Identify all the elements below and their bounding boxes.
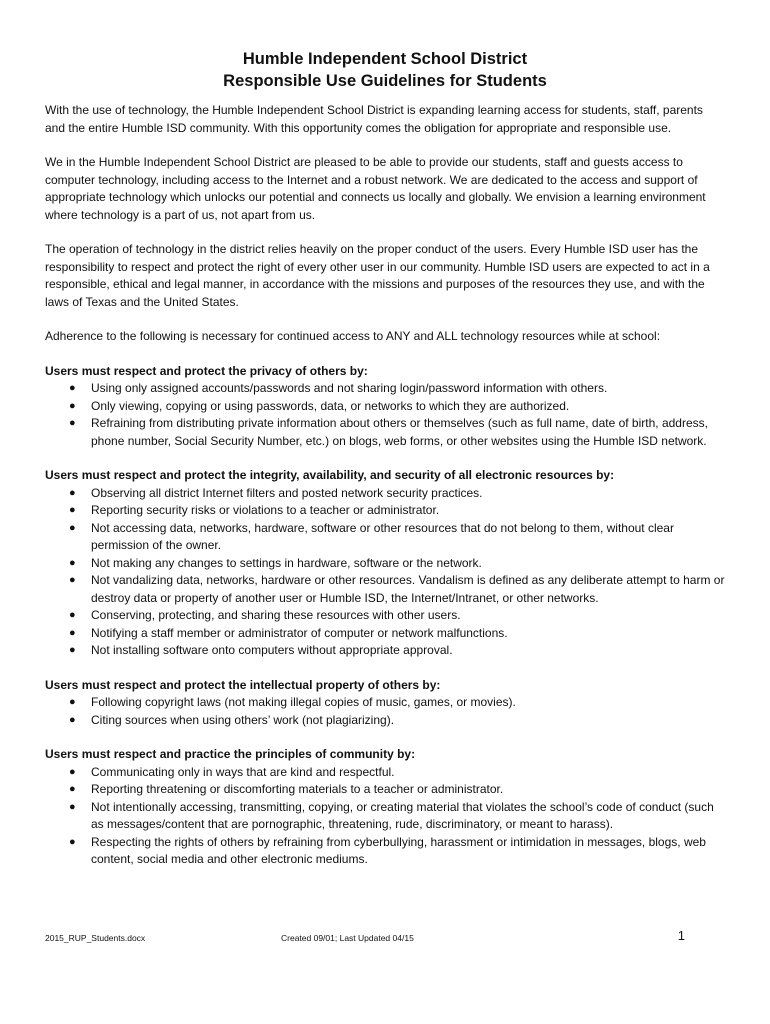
intro-paragraph: With the use of technology, the Humble Independent School District is expanding learning access for students, staff, parents and the entire Humble ISD community. With this opportunity comes the obligation for appropriate and responsible use. bbox=[45, 103, 703, 135]
section-community bbox=[45, 746, 725, 869]
bullet-icon: ● bbox=[69, 556, 76, 569]
list-item bbox=[45, 502, 725, 520]
page-footer bbox=[45, 930, 725, 950]
list-item bbox=[45, 834, 725, 869]
list-item bbox=[45, 572, 725, 607]
document-title: Humble Independent School District bbox=[242, 50, 528, 68]
list-item bbox=[45, 415, 725, 450]
bullet-list bbox=[45, 694, 725, 729]
list-item-text: Not intentionally accessing, transmitting, copying, or creating material that violates the school’s code of conduct (such as messages/content that are pornographic, threatening, rude, discriminatory, or meant to harass). bbox=[91, 799, 714, 831]
list-item-text: Using only assigned accounts/passwords and not sharing login/password information with others. bbox=[91, 381, 608, 395]
list-item-text: Conserving, protecting, and sharing these resources with other users. bbox=[91, 608, 461, 622]
list-item-text: Not making any changes to settings in hardware, software or the network. bbox=[91, 555, 482, 570]
bullet-icon: ● bbox=[69, 521, 76, 534]
list-item-text: Not vandalizing data, networks, hardware or other resources. Vandalism is defined as any deliberate attempt to harm or destroy data or property of another user or Humble ISD, the Internet/Intranet, or other networks. bbox=[91, 573, 725, 605]
list-item-text: Refraining from distributing private information about others or themselves (such as full name, date of birth, address, phone number, Social Security Number, etc.) on blogs, web forms, or other websites using the Humble ISD network. bbox=[91, 416, 708, 448]
bullet-list bbox=[45, 764, 725, 869]
bullet-icon: ● bbox=[69, 486, 76, 499]
list-item-text: Only viewing, copying or using passwords, data, or networks to which they are authorized. bbox=[91, 398, 570, 413]
document-subtitle: Responsible Use Guidelines for Students bbox=[223, 72, 547, 90]
section-heading: Users must respect and protect the intellectual property of others by: bbox=[45, 677, 441, 692]
list-item-text: Reporting security risks or violations to a teacher or administrator. bbox=[91, 503, 440, 517]
list-item-text: Not accessing data, networks, hardware, software or other resources that do not belong to them, without clear permission of the owner. bbox=[91, 520, 674, 552]
bullet-icon: ● bbox=[69, 765, 76, 778]
list-item bbox=[45, 555, 725, 573]
list-item bbox=[45, 642, 725, 660]
list-item-text: Citing sources when using others’ work (not plagiarizing). bbox=[91, 712, 395, 727]
bullet-icon: ● bbox=[69, 783, 76, 795]
intro-paragraph: Adherence to the following is necessary for continued access to ANY and ALL technology resources while at school: bbox=[45, 329, 661, 343]
list-item bbox=[45, 380, 725, 398]
section-intellectual-property bbox=[45, 677, 725, 730]
list-item-text: Respecting the rights of others by refraining from cyberbullying, harassment or intimidation in messages, blogs, web content, social media and other electronic mediums. bbox=[91, 834, 706, 866]
section-heading: Users must respect and protect the integrity, availability, and security of all electronic resources by: bbox=[45, 468, 615, 482]
page-number: 1 bbox=[677, 928, 685, 943]
list-item bbox=[45, 398, 725, 416]
list-item bbox=[45, 694, 725, 712]
list-item bbox=[45, 485, 725, 503]
intro-paragraph: We in the Humble Independent School District are pleased to be able to provide our students, staff and guests access to computer technology, including access to the Internet and a robust network. We are dedicated to the access and support of appropriate technology which unlocks our potential and connects us locally and globally. We envision a learning environment where technology is a part of us, not apart from us. bbox=[45, 155, 706, 222]
bullet-icon: ● bbox=[69, 399, 76, 412]
document-body bbox=[45, 48, 725, 886]
bullet-icon: ● bbox=[69, 504, 76, 516]
bullet-icon: ● bbox=[69, 626, 76, 639]
bullet-icon: ● bbox=[69, 417, 76, 429]
bullet-icon: ● bbox=[69, 696, 76, 708]
bullet-icon: ● bbox=[69, 713, 76, 726]
section-heading: Users must respect and practice the principles of community by: bbox=[45, 747, 416, 761]
section-privacy bbox=[45, 363, 725, 451]
list-item-text: Observing all district Internet filters and posted network security practices. bbox=[91, 485, 483, 500]
list-item bbox=[45, 781, 725, 799]
list-item bbox=[45, 520, 725, 555]
bullet-icon: ● bbox=[69, 644, 76, 656]
list-item-text: Following copyright laws (not making illegal copies of music, games, or movies). bbox=[91, 695, 516, 709]
list-item bbox=[45, 764, 725, 782]
bullet-list bbox=[45, 380, 725, 450]
bullet-list bbox=[45, 485, 725, 660]
bullet-icon: ● bbox=[69, 609, 76, 621]
footer-filename: 2015_RUP_Students.docx bbox=[45, 933, 146, 943]
bullet-icon: ● bbox=[69, 800, 76, 813]
footer-dates: Created 09/01; Last Updated 04/15 bbox=[281, 933, 414, 943]
list-item-text: Not installing software onto computers without appropriate approval. bbox=[91, 643, 453, 657]
list-item bbox=[45, 607, 725, 625]
intro-paragraph: The operation of technology in the district relies heavily on the proper conduct of the users. Every Humble ISD user has the responsibility to respect and protect the right of every other user in our community. Humble ISD users are expected to act in a responsible, ethical and legal manner, in accordance with the missions and purposes of the resources they use, and with the laws of Texas and the United States. bbox=[45, 242, 710, 309]
bullet-icon: ● bbox=[69, 574, 76, 586]
list-item-text: Communicating only in ways that are kind and respectful. bbox=[91, 764, 395, 779]
list-item bbox=[45, 799, 725, 834]
section-integrity bbox=[45, 467, 725, 660]
list-item bbox=[45, 625, 725, 643]
bullet-icon: ● bbox=[69, 382, 76, 394]
bullet-icon: ● bbox=[69, 835, 76, 848]
section-heading: Users must respect and protect the privacy of others by: bbox=[45, 363, 368, 378]
list-item-text: Notifying a staff member or administrator of computer or network malfunctions. bbox=[91, 625, 508, 640]
list-item bbox=[45, 712, 725, 730]
list-item-text: Reporting threatening or discomforting materials to a teacher or administrator. bbox=[91, 782, 504, 796]
